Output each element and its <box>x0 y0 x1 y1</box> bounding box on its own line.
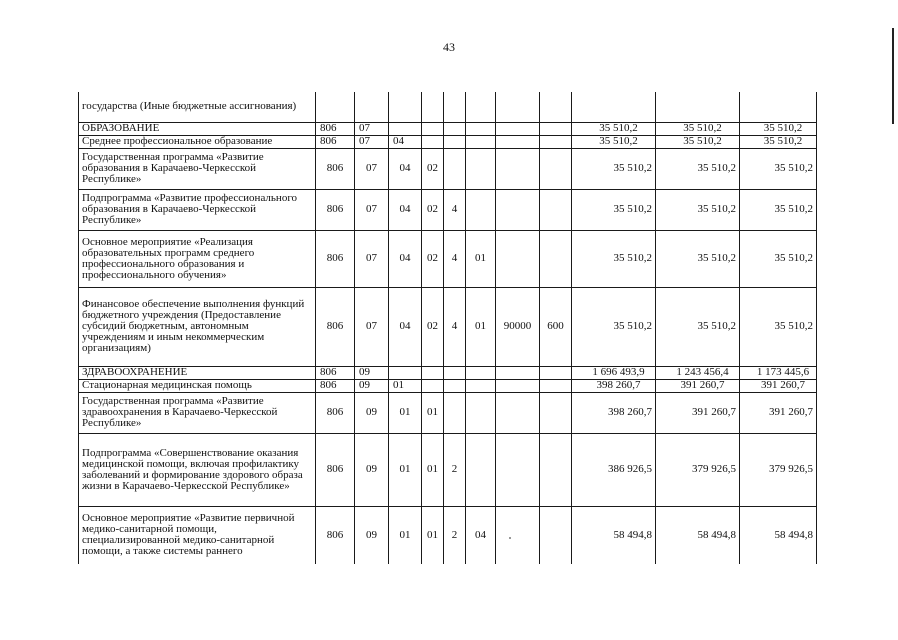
ved-code-cell: 806 <box>316 366 355 379</box>
table-row <box>79 92 817 122</box>
expense-type-cell <box>540 392 572 433</box>
row-name-cell: Государственная программа «Развитие образования в Карачаево-Черкесской Республике» <box>79 148 316 189</box>
program-code-cell: 02 <box>422 287 444 366</box>
section-code-cell: 09 <box>355 379 389 392</box>
amount-year3-cell: 1 173 445,6 <box>740 366 817 379</box>
expense-type-cell <box>540 433 572 506</box>
row-name-cell: Подпрограмма «Развитие профессионального образования в Карачаево-Черкесской Республике» <box>79 189 316 230</box>
direction-code-cell <box>496 122 540 135</box>
expense-type-cell <box>540 135 572 148</box>
subsection-code-cell: 04 <box>389 148 422 189</box>
program-code-cell <box>422 122 444 135</box>
table-row <box>79 379 817 392</box>
amount-year2-cell: 35 510,2 <box>656 148 740 189</box>
section-code-cell <box>355 92 389 122</box>
activity-code-cell: 04 <box>466 506 496 564</box>
table-row <box>79 189 817 230</box>
activity-code-cell <box>466 433 496 506</box>
ved-code-cell: 806 <box>316 379 355 392</box>
program-code-cell: 02 <box>422 148 444 189</box>
amount-year2-cell: 35 510,2 <box>656 122 740 135</box>
section-code-cell: 07 <box>355 230 389 287</box>
subprogram-code-cell <box>444 366 466 379</box>
activity-code-cell <box>466 392 496 433</box>
amount-year1-cell: 386 926,5 <box>572 433 656 506</box>
activity-code-cell <box>466 135 496 148</box>
row-name-cell: Стационарная медицинская помощь <box>79 379 316 392</box>
amount-year3-cell: 391 260,7 <box>740 392 817 433</box>
amount-year2-cell: 58 494,8 <box>656 506 740 564</box>
row-name-cell: государства (Иные бюджетные ассигнования) <box>79 92 316 122</box>
amount-year2-cell <box>656 92 740 122</box>
expense-type-cell <box>540 379 572 392</box>
expense-type-cell <box>540 506 572 564</box>
expense-type-cell <box>540 230 572 287</box>
section-code-cell: 09 <box>355 433 389 506</box>
subsection-code-cell: 01 <box>389 379 422 392</box>
amount-year1-cell: 35 510,2 <box>572 148 656 189</box>
subprogram-code-cell <box>444 392 466 433</box>
table-row <box>79 433 817 506</box>
subsection-code-cell <box>389 92 422 122</box>
amount-year1-cell <box>572 92 656 122</box>
direction-code-cell <box>496 230 540 287</box>
amount-year3-cell: 391 260,7 <box>740 379 817 392</box>
subsection-code-cell: 04 <box>389 230 422 287</box>
direction-code-cell <box>496 135 540 148</box>
activity-code-cell <box>466 122 496 135</box>
subprogram-code-cell: 4 <box>444 287 466 366</box>
table-row <box>79 135 817 148</box>
amount-year3-cell: 35 510,2 <box>740 122 817 135</box>
amount-year2-cell: 391 260,7 <box>656 379 740 392</box>
ved-code-cell: 806 <box>316 122 355 135</box>
amount-year1-cell: 398 260,7 <box>572 392 656 433</box>
expense-type-cell <box>540 148 572 189</box>
section-code-cell: 07 <box>355 135 389 148</box>
amount-year3-cell: 35 510,2 <box>740 230 817 287</box>
section-code-cell: 09 <box>355 366 389 379</box>
table-row <box>79 366 817 379</box>
amount-year3-cell: 35 510,2 <box>740 189 817 230</box>
amount-year1-cell: 1 696 493,9 <box>572 366 656 379</box>
budget-table <box>78 92 817 564</box>
activity-code-cell <box>466 379 496 392</box>
subprogram-code-cell: 2 <box>444 506 466 564</box>
activity-code-cell <box>466 92 496 122</box>
subsection-code-cell: 01 <box>389 506 422 564</box>
program-code-cell: 02 <box>422 230 444 287</box>
subsection-code-cell: 01 <box>389 433 422 506</box>
section-code-cell: 07 <box>355 287 389 366</box>
subsection-code-cell: 04 <box>389 135 422 148</box>
amount-year2-cell: 379 926,5 <box>656 433 740 506</box>
amount-year1-cell: 398 260,7 <box>572 379 656 392</box>
section-code-cell: 09 <box>355 392 389 433</box>
subprogram-code-cell <box>444 135 466 148</box>
ved-code-cell: 806 <box>316 230 355 287</box>
table-row <box>79 148 817 189</box>
activity-code-cell: 01 <box>466 287 496 366</box>
direction-code-cell <box>496 392 540 433</box>
activity-code-cell <box>466 366 496 379</box>
amount-year3-cell: 35 510,2 <box>740 148 817 189</box>
row-name-cell: Подпрограмма «Совершенствование оказания медицинской помощи, включая профилактику заболеваний и формирование здорового образа жизни в Карачаево-Черкесской Республике» <box>79 433 316 506</box>
ved-code-cell: 806 <box>316 433 355 506</box>
amount-year3-cell: 379 926,5 <box>740 433 817 506</box>
program-code-cell: 01 <box>422 506 444 564</box>
subsection-code-cell <box>389 122 422 135</box>
direction-code-cell <box>496 506 540 564</box>
table-row <box>79 122 817 135</box>
amount-year3-cell: 35 510,2 <box>740 287 817 366</box>
page-edge-line <box>892 28 894 124</box>
subprogram-code-cell: 2 <box>444 433 466 506</box>
expense-type-cell: 600 <box>540 287 572 366</box>
row-name-cell: Основное мероприятие «Развитие первичной медико-санитарной помощи, специализированной медико-санитарной помощи, а также системы раннего <box>79 506 316 564</box>
ved-code-cell <box>316 92 355 122</box>
program-code-cell: 01 <box>422 392 444 433</box>
table-row <box>79 392 817 433</box>
program-code-cell <box>422 366 444 379</box>
subprogram-code-cell <box>444 92 466 122</box>
subsection-code-cell: 04 <box>389 189 422 230</box>
subsection-code-cell: 01 <box>389 392 422 433</box>
section-code-cell: 07 <box>355 189 389 230</box>
direction-code-cell <box>496 433 540 506</box>
direction-code-cell <box>496 379 540 392</box>
amount-year2-cell: 35 510,2 <box>656 287 740 366</box>
amount-year2-cell: 391 260,7 <box>656 392 740 433</box>
subsection-code-cell: 04 <box>389 287 422 366</box>
section-code-cell: 07 <box>355 148 389 189</box>
amount-year3-cell: 35 510,2 <box>740 135 817 148</box>
row-name-cell: ЗДРАВООХРАНЕНИЕ <box>79 366 316 379</box>
row-name-cell: Финансовое обеспечение выполнения функций бюджетного учреждения (Предоставление субсидий бюджетным, автономным учреждениям и иным некоммерческим организациям) <box>79 287 316 366</box>
subprogram-code-cell <box>444 148 466 189</box>
program-code-cell <box>422 135 444 148</box>
program-code-cell <box>422 92 444 122</box>
amount-year1-cell: 35 510,2 <box>572 122 656 135</box>
amount-year1-cell: 58 494,8 <box>572 506 656 564</box>
row-name-cell: Государственная программа «Развитие здравоохранения в Карачаево-Черкесской Республике» <box>79 392 316 433</box>
subprogram-code-cell <box>444 122 466 135</box>
ved-code-cell: 806 <box>316 148 355 189</box>
activity-code-cell: 01 <box>466 230 496 287</box>
direction-code-cell <box>496 148 540 189</box>
expense-type-cell <box>540 92 572 122</box>
table-row <box>79 506 817 564</box>
expense-type-cell <box>540 122 572 135</box>
ved-code-cell: 806 <box>316 287 355 366</box>
activity-code-cell <box>466 189 496 230</box>
subprogram-code-cell: 4 <box>444 189 466 230</box>
amount-year3-cell: 58 494,8 <box>740 506 817 564</box>
subprogram-code-cell <box>444 379 466 392</box>
row-name-cell: Основное мероприятие «Реализация образовательных программ среднего профессионального образования и профессионального обучения» <box>79 230 316 287</box>
amount-year2-cell: 35 510,2 <box>656 230 740 287</box>
direction-code-cell <box>496 366 540 379</box>
section-code-cell: 09 <box>355 506 389 564</box>
program-code-cell: 01 <box>422 433 444 506</box>
table-row <box>79 287 817 366</box>
amount-year1-cell: 35 510,2 <box>572 230 656 287</box>
amount-year2-cell: 35 510,2 <box>656 135 740 148</box>
expense-type-cell <box>540 366 572 379</box>
row-name-cell: ОБРАЗОВАНИЕ <box>79 122 316 135</box>
amount-year3-cell <box>740 92 817 122</box>
section-code-cell: 07 <box>355 122 389 135</box>
program-code-cell <box>422 379 444 392</box>
program-code-cell: 02 <box>422 189 444 230</box>
table-row <box>79 230 817 287</box>
ved-code-cell: 806 <box>316 135 355 148</box>
amount-year1-cell: 35 510,2 <box>572 135 656 148</box>
budget-table-body <box>79 92 817 564</box>
amount-year2-cell: 35 510,2 <box>656 189 740 230</box>
subprogram-code-cell: 4 <box>444 230 466 287</box>
page-number: 43 <box>443 40 455 54</box>
activity-code-cell <box>466 148 496 189</box>
amount-year1-cell: 35 510,2 <box>572 189 656 230</box>
row-name-cell: Среднее профессиональное образование <box>79 135 316 148</box>
ved-code-cell: 806 <box>316 392 355 433</box>
subsection-code-cell <box>389 366 422 379</box>
ved-code-cell: 806 <box>316 189 355 230</box>
amount-year1-cell: 35 510,2 <box>572 287 656 366</box>
direction-code-cell <box>496 92 540 122</box>
direction-code-cell: 90000 <box>496 287 540 366</box>
amount-year2-cell: 1 243 456,4 <box>656 366 740 379</box>
expense-type-cell <box>540 189 572 230</box>
direction-code-cell <box>496 189 540 230</box>
ved-code-cell: 806 <box>316 506 355 564</box>
